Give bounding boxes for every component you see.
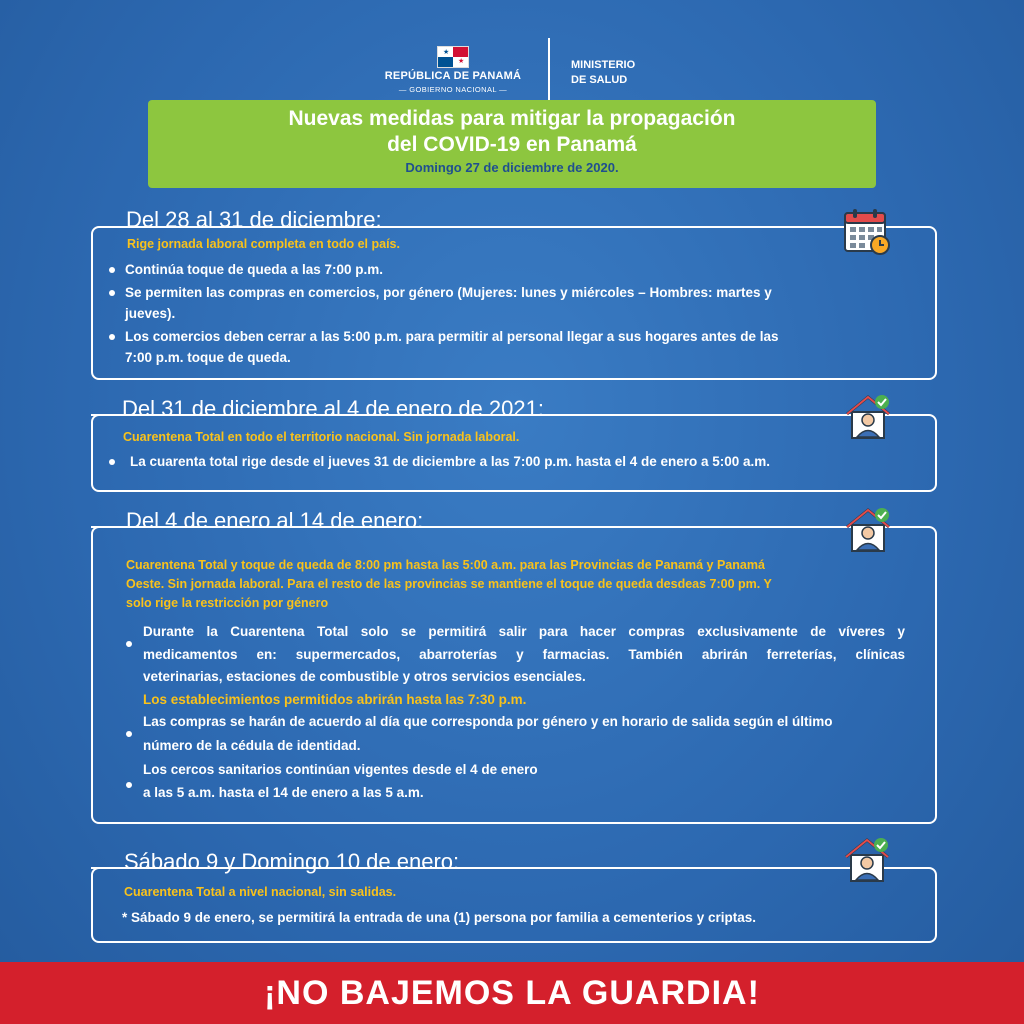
- section-heading: Sábado 9 y Domingo 10 de enero:: [124, 849, 460, 874]
- calendar-clock-icon: [842, 207, 892, 257]
- footer-slogan: ¡NO BAJEMOS LA GUARDIA!: [264, 974, 760, 1012]
- bullet-text: * Sábado 9 de enero, se permitirá la entrada de una (1) persona por familia a cementerios y criptas.: [122, 910, 756, 925]
- bullet-text: Los cercos sanitarios continúan vigentes desde el 4 de enero: [143, 762, 538, 777]
- stay-home-icon: [843, 505, 893, 555]
- panama-flag-icon: ★ ★: [437, 46, 469, 68]
- bullet-text: veterinarias, estaciones de combustible y otros servicios esenciales.: [143, 669, 586, 684]
- bullet-text: Continúa toque de queda a las 7:00 p.m.: [125, 262, 384, 277]
- stay-home-icon: [842, 835, 892, 885]
- bullet-text: número de la cédula de identidad.: [143, 738, 361, 753]
- section-heading: Del 31 de diciembre al 4 de enero de 2021:: [122, 396, 544, 421]
- bullet-text: medicamentos en: supermercados, abarroterías y farmacias. También abrirán ferreterías, clínicas: [143, 647, 905, 662]
- section-heading: Del 4 de enero al 14 de enero:: [126, 508, 424, 533]
- section-subtitle: Cuarentena Total a nivel nacional, sin salidas.: [124, 885, 397, 899]
- bullet-text: La cuarenta total rige desde el jueves 31 de diciembre a las 7:00 p.m. hasta el 4 de enero a 5:00 a.m.: [130, 454, 771, 469]
- title-date: Domingo 27 de diciembre de 2020.: [405, 160, 619, 175]
- header-divider: [548, 38, 550, 104]
- bullet-text: Las compras se harán de acuerdo al día que corresponda por género y en horario de salida según el último: [143, 714, 833, 729]
- bullet-text: a las 5 a.m. hasta el 14 de enero a las 5 a.m.: [143, 785, 424, 800]
- stay-home-icon: [843, 392, 893, 442]
- bullet-text: 7:00 p.m. toque de queda.: [125, 350, 291, 365]
- section-subtitle: Rige jornada laboral completa en todo el país.: [127, 237, 400, 251]
- government-label: — GOBIERNO NACIONAL —: [398, 85, 508, 94]
- republic-name: REPÚBLICA DE PANAMÁ: [384, 70, 522, 82]
- section-subtitle: Cuarentena Total y toque de queda de 8:00 pm hasta las 5:00 a.m. para las Provincias de Panamá y Panamá Oeste. Sin jornada laboral. Para el resto de las provincias se mantiene el toque de queda desdeas 7:00 pm. Y solo rige la restricción por género: [126, 558, 772, 610]
- title-line-2: del COVID-19 en Panamá: [387, 133, 637, 156]
- bullet-text: Durante la Cuarentena Total solo se permitirá salir para hacer compras exclusivamente de víveres y: [143, 624, 905, 639]
- footer-banner: [0, 962, 1024, 1024]
- section-heading: Del 28 al 31 de diciembre:: [126, 207, 382, 232]
- bullet-text: jueves).: [125, 306, 176, 321]
- bullet-text: Se permiten las compras en comercios, por género (Mujeres: lunes y miércoles – Hombres: martes y: [125, 285, 772, 300]
- bullet-text: Los establecimientos permitidos abrirán hasta las 7:30 p.m.: [143, 692, 527, 707]
- header: [0, 18, 1024, 94]
- title-banner: [148, 100, 876, 188]
- section-jan-9-10: [91, 867, 937, 943]
- ministry-name: MINISTERIO DE SALUD: [571, 59, 636, 86]
- section-subtitle: Cuarentena Total en todo el territorio nacional. Sin jornada laboral.: [123, 430, 520, 444]
- title-line-1: Nuevas medidas para mitigar la propagación: [288, 107, 736, 130]
- bullet-text: Los comercios deben cerrar a las 5:00 p.m. para permitir al personal llegar a sus hogares antes de las: [125, 329, 779, 344]
